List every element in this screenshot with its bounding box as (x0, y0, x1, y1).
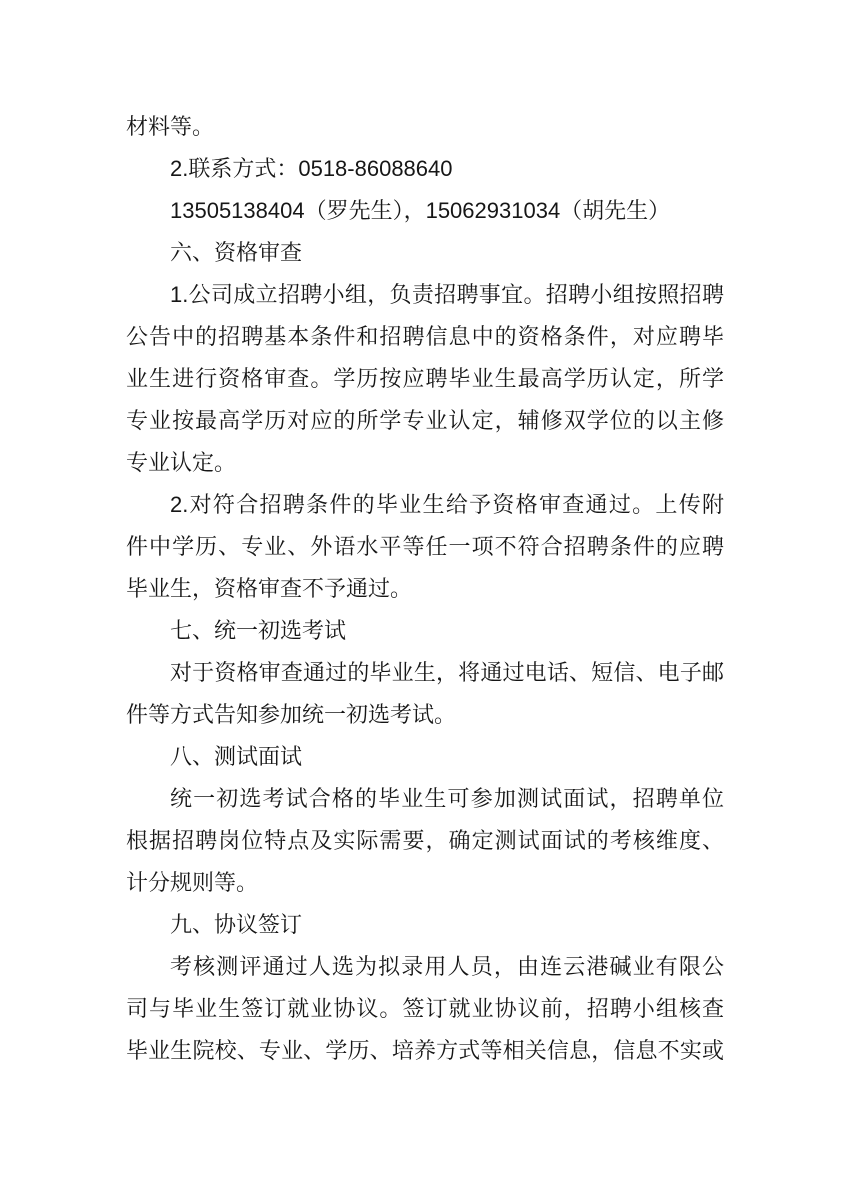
text-line: 对于资格审查通过的毕业生，将通过电话、短信、电子邮 (170, 660, 724, 685)
text-line: 业生进行资格审查。学历按应聘毕业生最高学历认定，所学 (126, 366, 724, 391)
text-line: 2.对符合招聘条件的毕业生给予资格审查通过。上传附 (170, 492, 724, 517)
text-line-contact-label: 2.联系方式：0518-86088640 (170, 156, 453, 181)
text-line: 根据招聘岗位特点及实际需要，确定测试面试的考核维度、 (126, 828, 724, 853)
text-line: 1.公司成立招聘小组，负责招聘事宜。招聘小组按照招聘 (170, 282, 724, 307)
section-heading-9: 九、协议签订 (170, 912, 303, 937)
text-line: 考核测评通过人选为拟录用人员，由连云港碱业有限公 (170, 954, 724, 979)
text-line: 毕业生院校、专业、学历、培养方式等相关信息，信息不实或 (126, 1038, 724, 1063)
text-line: 专业认定。 (126, 450, 237, 475)
text-line: 专业按最高学历对应的所学专业认定，辅修双学位的以主修 (126, 408, 724, 433)
section-heading-6: 六、资格审查 (170, 240, 303, 265)
text-line-phone-numbers: 13505138404（罗先生），15062931034（胡先生） (170, 198, 671, 223)
text-line: 件等方式告知参加统一初选考试。 (126, 702, 457, 727)
section-heading-8: 八、测试面试 (170, 744, 303, 769)
text-line: 毕业生，资格审查不予通过。 (126, 576, 413, 601)
text-line: 材料等。 (126, 114, 215, 139)
document-text-block (126, 106, 724, 1072)
section-heading-7: 七、统一初选考试 (170, 618, 347, 643)
text-line: 司与毕业生签订就业协议。签订就业协议前，招聘小组核查 (126, 996, 724, 1021)
text-line: 计分规则等。 (126, 870, 259, 895)
text-line: 件中学历、专业、外语水平等任一项不符合招聘条件的应聘 (126, 534, 724, 559)
text-line: 公告中的招聘基本条件和招聘信息中的资格条件，对应聘毕 (126, 324, 724, 349)
text-line: 统一初选考试合格的毕业生可参加测试面试，招聘单位 (170, 786, 724, 811)
